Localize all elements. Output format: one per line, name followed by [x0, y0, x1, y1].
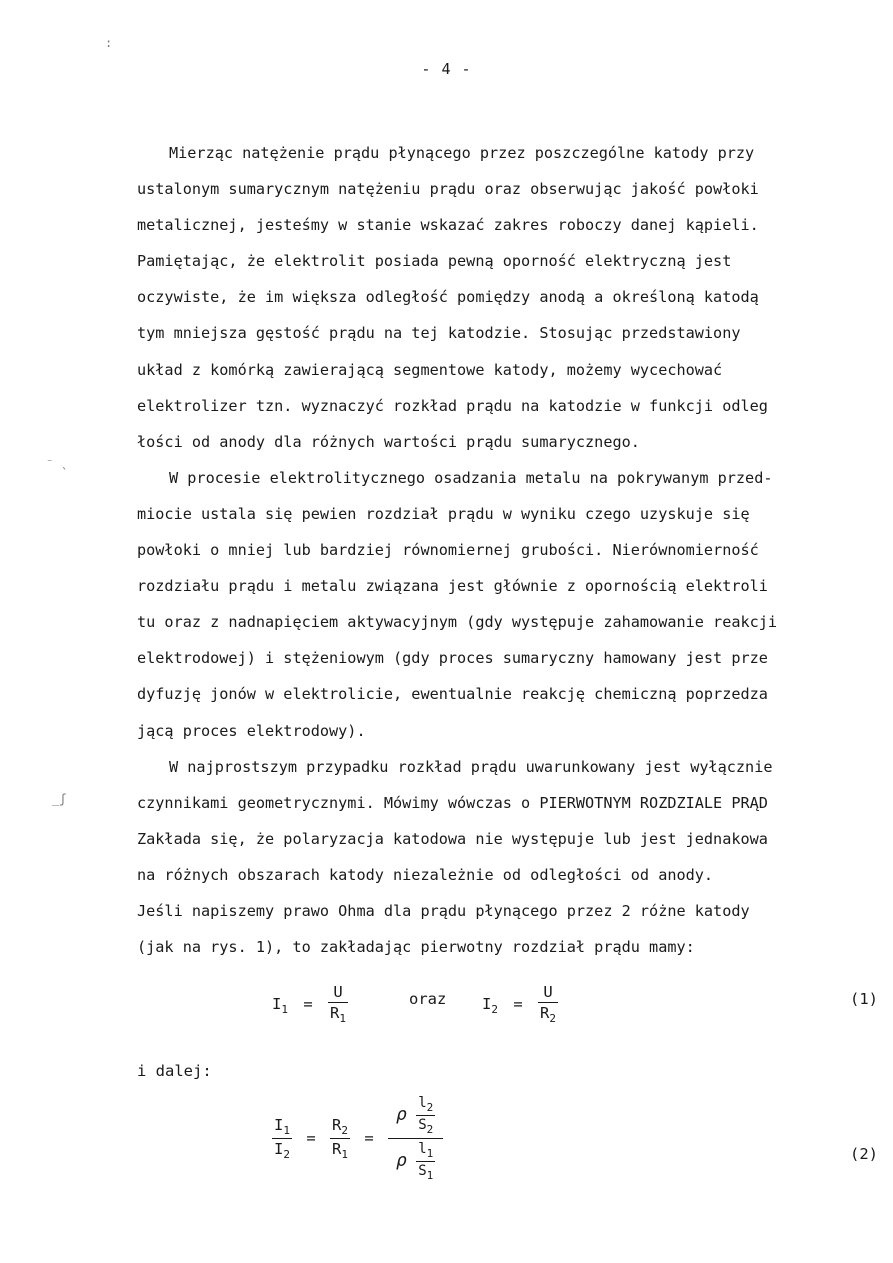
text-line: metalicznej, jesteśmy w stanie wskazać zakres roboczy danej kąpieli. [137, 216, 759, 235]
text-line: Zakłada się, że polaryzacja katodowa nie występuje lub jest jednakowa [137, 829, 768, 848]
equation-2-number: (2) [850, 1145, 878, 1163]
margin-mark: : [105, 36, 113, 50]
text-line: tym mniejsza gęstość prądu na tej katodzie. Stosując przedstawiony [137, 324, 741, 343]
eq1-fraction: $\frac{U}{R_1}$ [330, 983, 346, 1025]
eq1-conjunction: oraz [409, 990, 447, 1008]
equation-1-number: (1) [850, 990, 878, 1008]
margin-mark: _ʃ [52, 792, 67, 806]
equation-2: $\frac{I_1}{I_2}$ = $\frac{R_2}{R_1}$ = ρ $\frac{l_2}{S_2}$ ρ $\frac{l_1}{S_1}$ [272, 1095, 443, 1182]
eq1-lhs: $I_1$ [272, 994, 288, 1016]
text-line: powłoki o mniej lub bardziej równomiernej grubości. Nierównomierność [137, 541, 759, 560]
text-line: dyfuzję jonów w elektrolicie, ewentualnie reakcję chemiczną poprzedza [137, 685, 768, 704]
text-line: czynnikami geometrycznymi. Mówimy wówczas o PIERWOTNYM ROZDZIALE PRĄD [137, 793, 768, 812]
eq1b-lhs: $I_2$ [482, 994, 498, 1016]
eq1b-fraction: $\frac{U}{R_2}$ [540, 983, 556, 1025]
body-text [137, 135, 885, 965]
text-line: jącą proces elektrodowy). [137, 721, 366, 740]
text-line: rozdziału prądu i metalu związana jest głównie z opornością elektroli [137, 577, 768, 596]
eq2-current-ratio: $\frac{I_1}{I_2}$ [274, 1116, 290, 1161]
text-line: oczywiste, że im większa odległość pomiędzy anodą a określoną katodą [137, 288, 759, 307]
text-line: Pamiętając, że elektrolit posiada pewną oporność elektryczną jest [137, 252, 732, 271]
text-line: (jak na rys. 1), to zakładając pierwotny rozdział prądu mamy: [137, 938, 695, 957]
text-line: Mierząc natężenie prądu płynącego przez poszczególne katody przy [169, 144, 755, 162]
connector-text: i dalej: [137, 1062, 212, 1080]
equation-1: $I_1$ = $\frac{U}{R_1}$ [272, 983, 346, 1025]
margin-mark: ⁻ ˎ [46, 455, 68, 469]
eq2-resistivity-ratio: ρ $\frac{l_2}{S_2}$ ρ $\frac{l_1}{S_1}$ [388, 1095, 443, 1182]
page-number: - 4 - [421, 60, 472, 78]
text-line: układ z komórką zawierającą segmentowe katody, możemy wycechować [137, 360, 723, 379]
eq2-resistance-ratio: $\frac{R_2}{R_1}$ [332, 1116, 348, 1161]
text-line: łości od anody dla różnych wartości prądu sumarycznego. [137, 432, 640, 451]
text-line: elektrolizer tzn. wyznaczyć rozkład prądu na katodzie w funkcji odleg [137, 396, 768, 415]
text-line: tu oraz z nadnapięciem aktywacyjnym (gdy występuje zahamowanie reakcji [137, 613, 778, 632]
text-line: Jeśli napiszemy prawo Ohma dla prądu płynącego przez 2 różne katody [137, 901, 750, 920]
text-line: na różnych obszarach katody niezależnie od odległości od anody. [137, 865, 714, 884]
text-line: elektrodowej) i stężeniowym (gdy proces sumaryczny hamowany jest prze [137, 649, 768, 668]
text-line: ustalonym sumarycznym natężeniu prądu oraz obserwując jakość powłoki [137, 180, 759, 199]
text-line: W najprostszym przypadku rozkład prądu uwarunkowany jest wyłącznie [169, 757, 773, 776]
text-line: miocie ustala się pewien rozdział prądu w wyniku czego uzyskuje się [137, 504, 750, 523]
text-line: W procesie elektrolitycznego osadzania metalu na pokrywanym przed- [169, 468, 773, 487]
equation-1b: $I_2$ = $\frac{U}{R_2}$ [482, 983, 556, 1025]
